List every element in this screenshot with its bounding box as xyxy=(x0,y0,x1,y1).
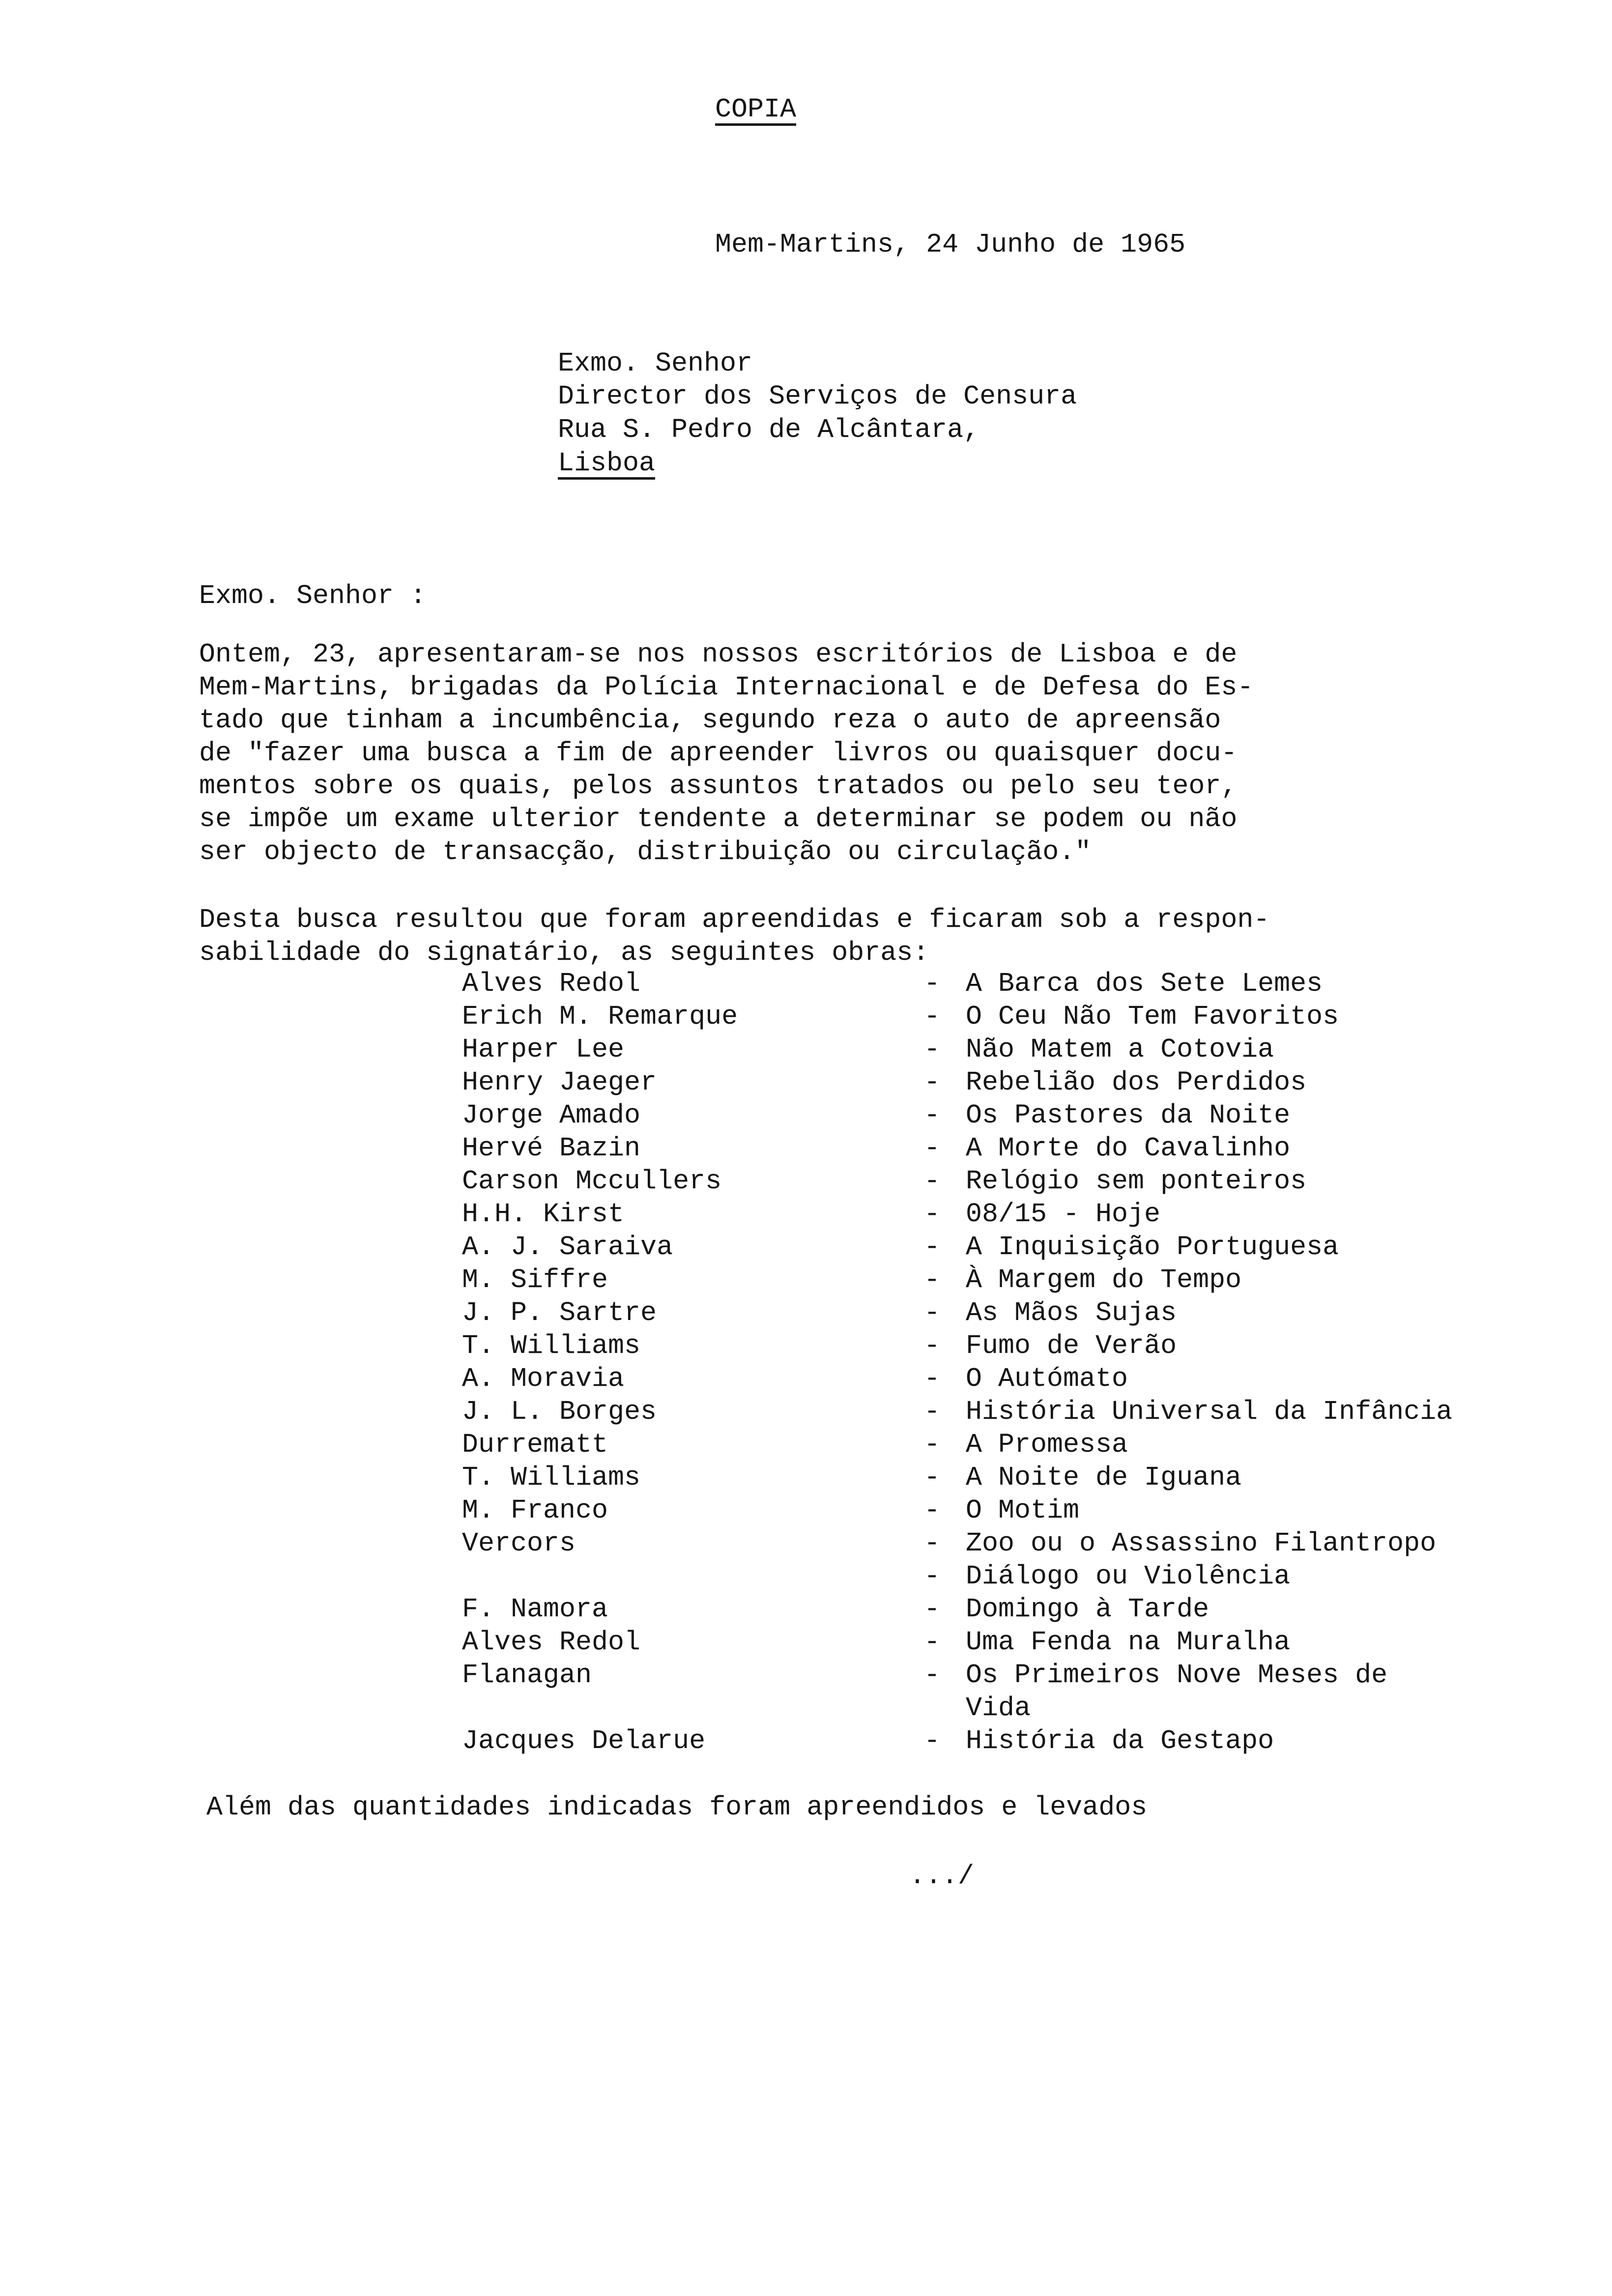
continuation-mark: .../ xyxy=(909,1861,975,1892)
book-row xyxy=(0,1692,1612,1724)
book-row xyxy=(0,1263,1612,1296)
book-title: A Promessa xyxy=(966,1429,1128,1460)
paragraph-1-line: se impõe um exame ulterior tendente a determinar se podem ou não xyxy=(199,804,1238,834)
book-author: Carson Mccullers xyxy=(462,1166,722,1197)
book-row xyxy=(0,1066,1612,1099)
book-title: A Barca dos Sete Lemes xyxy=(966,968,1323,999)
dash-separator: - xyxy=(924,1330,941,1361)
book-row xyxy=(0,1296,1612,1329)
book-author: A. Moravia xyxy=(462,1363,625,1394)
dash-separator: - xyxy=(924,1297,941,1328)
book-title: Diálogo ou Violência xyxy=(966,1561,1291,1592)
paragraph-1-line: Mem-Martins, brigadas da Polícia Internacional e de Defesa do Es- xyxy=(199,672,1254,703)
book-title: Zoo ou o Assassino Filantropo xyxy=(966,1528,1437,1559)
book-author: Erich M. Remarque xyxy=(462,1001,738,1032)
book-title: O Motim xyxy=(966,1495,1080,1526)
dash-separator: - xyxy=(924,1429,941,1460)
book-title: A Inquisição Portuguesa xyxy=(966,1232,1339,1263)
dash-separator: - xyxy=(924,1199,941,1230)
book-author: Hervé Bazin xyxy=(462,1133,641,1164)
book-row xyxy=(0,1724,1612,1757)
recipient-line-2: Director dos Serviços de Censura xyxy=(558,381,1077,412)
book-title: O Ceu Não Tem Favoritos xyxy=(966,1001,1339,1032)
book-author: T. Williams xyxy=(462,1330,641,1361)
book-author: M. Siffre xyxy=(462,1264,608,1295)
paragraph-2 xyxy=(199,903,1269,969)
dash-separator: - xyxy=(924,1034,941,1065)
salutation: Exmo. Senhor : xyxy=(199,580,427,611)
book-author: F. Namora xyxy=(462,1594,608,1625)
dash-separator: - xyxy=(924,1561,941,1592)
paragraph-1-line: de "fazer uma busca a fim de apreender livros ou quaisquer docu- xyxy=(199,738,1238,769)
book-row xyxy=(0,1461,1612,1494)
book-title: Não Matem a Cotovia xyxy=(966,1034,1274,1065)
dash-separator: - xyxy=(924,1528,941,1559)
book-title: Fumo de Verão xyxy=(966,1330,1177,1361)
book-row xyxy=(0,1231,1612,1263)
recipient-line-1: Exmo. Senhor xyxy=(558,348,753,379)
dash-separator: - xyxy=(924,1133,941,1164)
book-title: Os Primeiros Nove Meses de xyxy=(966,1660,1388,1691)
book-author: Harper Lee xyxy=(462,1034,625,1065)
book-row xyxy=(0,1527,1612,1560)
book-row xyxy=(0,1165,1612,1198)
dash-separator: - xyxy=(924,1660,941,1691)
dash-separator: - xyxy=(924,968,941,999)
book-title: A Noite de Iguana xyxy=(966,1462,1242,1493)
book-row xyxy=(0,1329,1612,1362)
book-row xyxy=(0,1494,1612,1527)
book-row xyxy=(0,1000,1612,1033)
paragraph-1-line: tado que tinham a incumbência, segundo reza o auto de apreensão xyxy=(199,705,1221,736)
seized-books-list xyxy=(0,967,1612,1763)
dash-separator: - xyxy=(924,1725,941,1756)
recipient-city: Lisboa xyxy=(558,448,656,479)
dash-separator: - xyxy=(924,1594,941,1625)
dash-separator: - xyxy=(924,1627,941,1658)
book-row xyxy=(0,1099,1612,1132)
book-row xyxy=(0,1132,1612,1165)
book-row xyxy=(0,1626,1612,1659)
book-row xyxy=(0,1198,1612,1231)
book-author: Vercors xyxy=(462,1528,576,1559)
book-author: Jorge Amado xyxy=(462,1100,641,1131)
paragraph-1-line: Ontem, 23, apresentaram-se nos nossos escritórios de Lisboa e de xyxy=(199,639,1238,670)
book-title: Domingo à Tarde xyxy=(966,1594,1209,1625)
book-title: História da Gestapo xyxy=(966,1725,1274,1756)
book-author: Alves Redol xyxy=(462,968,641,999)
dash-separator: - xyxy=(924,1363,941,1394)
recipient-line-3: Rua S. Pedro de Alcântara, xyxy=(558,414,980,445)
paragraph-1 xyxy=(199,638,1253,868)
book-title: A Morte do Cavalinho xyxy=(966,1133,1291,1164)
book-author: M. Franco xyxy=(462,1495,608,1526)
book-row xyxy=(0,1593,1612,1626)
book-author: Durrematt xyxy=(462,1429,608,1460)
dash-separator: - xyxy=(924,1495,941,1526)
dash-separator: - xyxy=(924,1067,941,1098)
book-row xyxy=(0,1395,1612,1428)
book-title: Os Pastores da Noite xyxy=(966,1100,1291,1131)
book-author: A. J. Saraiva xyxy=(462,1232,673,1263)
book-author: J. P. Sartre xyxy=(462,1297,657,1328)
book-row xyxy=(0,1362,1612,1395)
book-author: J. L. Borges xyxy=(462,1396,657,1427)
dash-separator: - xyxy=(924,1232,941,1263)
book-title: História Universal da Infância xyxy=(966,1396,1453,1427)
book-row xyxy=(0,1560,1612,1593)
book-row xyxy=(0,1428,1612,1461)
dash-separator: - xyxy=(924,1462,941,1493)
book-author: Jacques Delarue xyxy=(462,1725,706,1756)
paragraph-1-line: ser objecto de transacção, distribuição ou circulação." xyxy=(199,836,1092,867)
book-author: T. Williams xyxy=(462,1462,641,1493)
book-title: Uma Fenda na Muralha xyxy=(966,1627,1291,1658)
book-author: Flanagan xyxy=(462,1660,592,1691)
book-title: As Mãos Sujas xyxy=(966,1297,1177,1328)
book-row xyxy=(0,1659,1612,1692)
book-author: Henry Jaeger xyxy=(462,1067,657,1098)
book-title: Rebelião dos Perdidos xyxy=(966,1067,1307,1098)
copy-label: COPIA xyxy=(715,94,797,125)
dash-separator: - xyxy=(924,1396,941,1427)
paragraph-2-line: Desta busca resultou que foram apreendidas e ficaram sob a respon- xyxy=(199,904,1270,935)
book-title: O Autómato xyxy=(966,1363,1128,1394)
book-row xyxy=(0,1033,1612,1066)
paragraph-2-line: sabilidade do signatário, as seguintes obras: xyxy=(199,937,929,968)
book-title: Vida xyxy=(966,1693,1031,1723)
book-title: 08/15 - Hoje xyxy=(966,1199,1161,1230)
dateline: Mem-Martins, 24 Junho de 1965 xyxy=(715,229,1186,260)
closing-line: Além das quantidades indicadas foram apreendidos e levados xyxy=(206,1792,1148,1823)
dash-separator: - xyxy=(924,1166,941,1197)
dash-separator: - xyxy=(924,1100,941,1131)
book-row xyxy=(0,967,1612,1000)
dash-separator: - xyxy=(924,1264,941,1295)
book-author: H.H. Kirst xyxy=(462,1199,625,1230)
book-author: Alves Redol xyxy=(462,1627,641,1658)
book-title: Relógio sem ponteiros xyxy=(966,1166,1307,1197)
paragraph-1-line: mentos sobre os quais, pelos assuntos tratados ou pelo seu teor, xyxy=(199,771,1238,802)
dash-separator: - xyxy=(924,1001,941,1032)
book-title: À Margem do Tempo xyxy=(966,1264,1242,1295)
